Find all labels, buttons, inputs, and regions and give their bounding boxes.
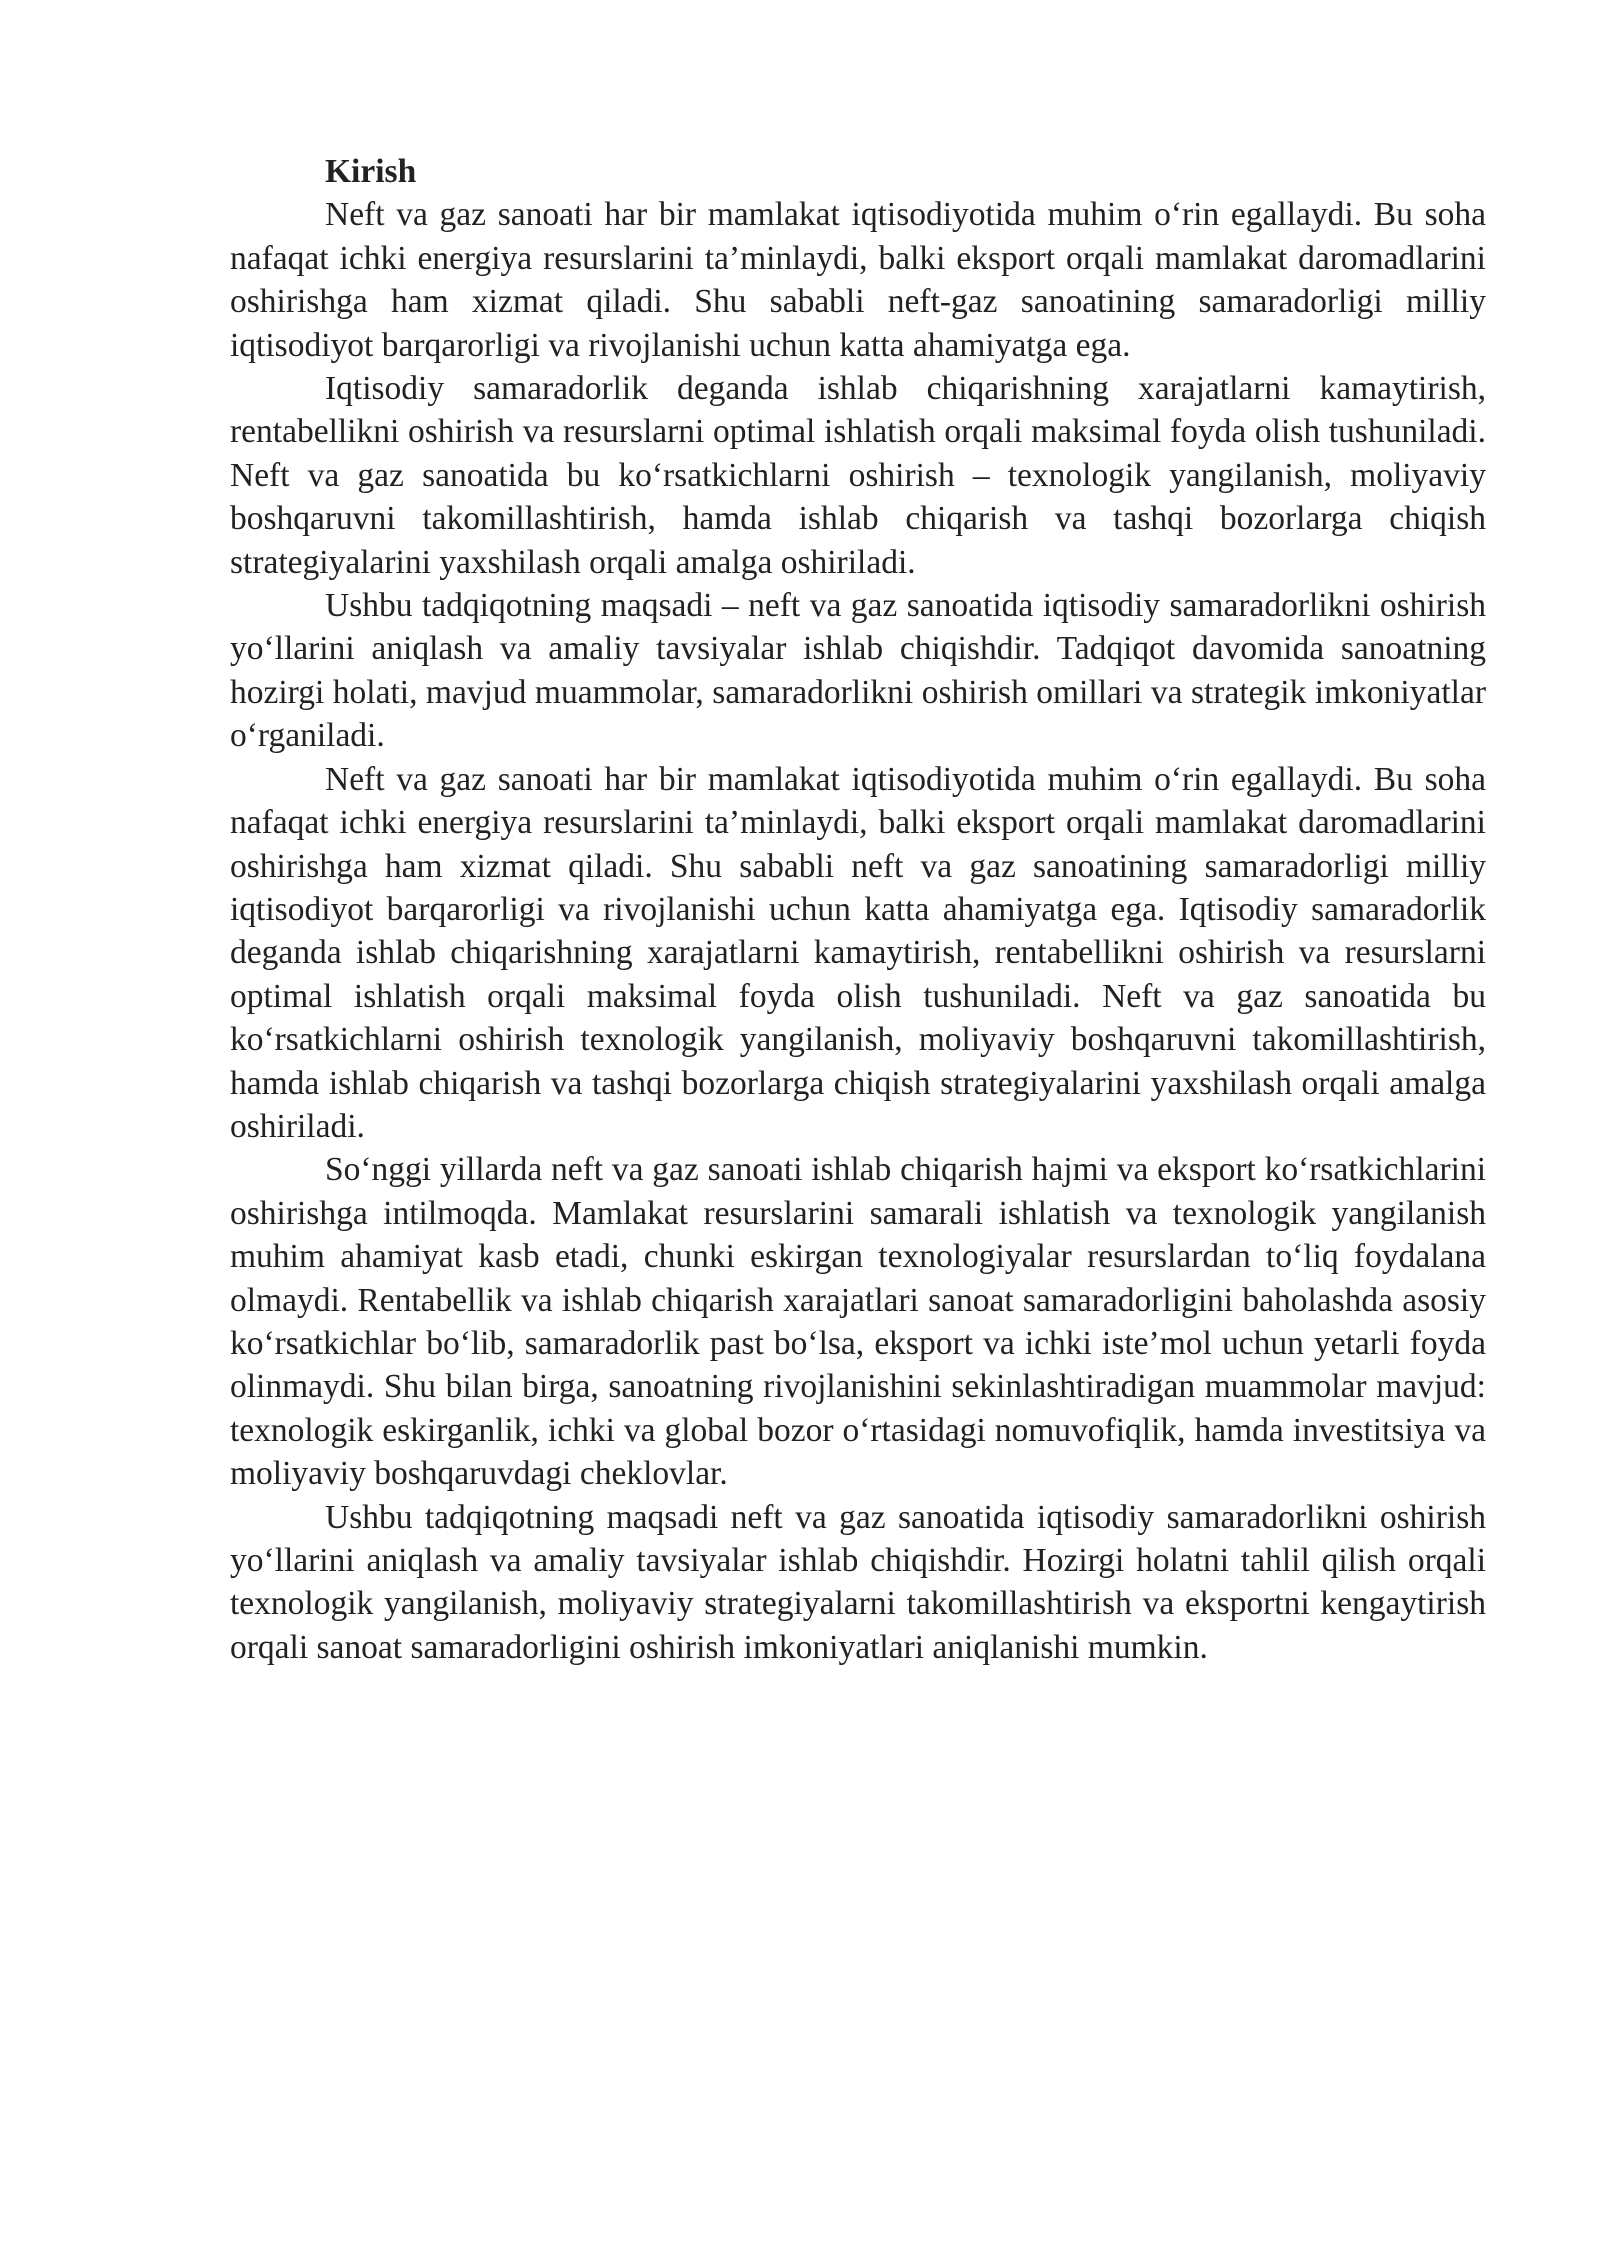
paragraph-1: Neft va gaz sanoati har bir mamlakat iqtisodiyotida muhim o‘rin egallaydi. Bu soha nafaqat ichki energiya resurslarini ta’minlaydi, balki eksport orqali mamlakat daromadlarini oshirishga ham xizmat qiladi. Shu sababli neft-gaz sanoatining samaradorligi milliy iqtisodiyot barqarorligi va rivojlanishi uchun katta ahamiyatga ega. bbox=[230, 196, 1486, 364]
section-heading: Kirish bbox=[325, 153, 417, 190]
paragraph-2: Iqtisodiy samaradorlik deganda ishlab chiqarishning xarajatlarni kamaytirish, rentabellikni oshirish va resurslarni optimal ishlatish orqali maksimal foyda olish tushuniladi. Neft va gaz sanoatida bu ko‘rsatkichlarni oshirish – texnologik yangilanish, moliyaviy boshqaruvni takomillashtirish, hamda ishlab chiqarish va tashqi bozorlarga chiqish strategiyalarini yaxshilash orqali amalga oshiriladi. bbox=[230, 370, 1486, 581]
paragraph-3: Ushbu tadqiqotning maqsadi – neft va gaz sanoatida iqtisodiy samaradorlikni oshirish yo‘llarini aniqlash va amaliy tavsiyalar ishlab chiqishdir. Tadqiqot davomida sanoatning hozirgi holati, mavjud muammolar, samaradorlikni oshirish omillari va strategik imkoniyatlar o‘rganiladi. bbox=[230, 587, 1486, 755]
paragraph-6: Ushbu tadqiqotning maqsadi neft va gaz sanoatida iqtisodiy samaradorlikni oshirish yo‘llarini aniqlash va amaliy tavsiyalar ishlab chiqishdir. Hozirgi holatni tahlil qilish orqali texnologik yangilanish, moliyaviy strategiyalarni takomillashtirish va eksportni kengaytirish orqali sanoat samaradorligini oshirish imkoniyatlari aniqlanishi mumkin. bbox=[230, 1498, 1486, 1666]
paragraph-4: Neft va gaz sanoati har bir mamlakat iqtisodiyotida muhim o‘rin egallaydi. Bu soha nafaqat ichki energiya resurslarini ta’minlaydi, balki eksport orqali mamlakat daromadlarini oshirishga ham xizmat qiladi. Shu sababli neft va gaz sanoatining samaradorligi milliy iqtisodiyot barqarorligi va rivojlanishi uchun katta ahamiyatga ega. Iqtisodiy samaradorlik deganda ishlab chiqarishning xarajatlarni kamaytirish, rentabellikni oshirish va resurslarni optimal ishlatish orqali maksimal foyda olish tushuniladi. Neft va gaz sanoatida bu ko‘rsatkichlarni oshirish texnologik yangilanish, moliyaviy boshqaruvni takomillashtirish, hamda ishlab chiqarish va tashqi bozorlarga chiqish strategiyalarini yaxshilash orqali amalga oshiriladi. bbox=[230, 760, 1486, 1145]
document-body bbox=[230, 150, 1486, 1669]
paragraph-5: So‘nggi yillarda neft va gaz sanoati ishlab chiqarish hajmi va eksport ko‘rsatkichlarini oshirishga intilmoqda. Mamlakat resurslarini samarali ishlatish va texnologik yangilanish muhim ahamiyat kasb etadi, chunki eskirgan texnologiyalar resurslardan to‘liq foydalana olmaydi. Rentabellik va ishlab chiqarish xarajatlari sanoat samaradorligini baholashda asosiy ko‘rsatkichlar bo‘lib, samaradorlik past bo‘lsa, eksport va ichki iste’mol uchun yetarli foyda olinmaydi. Shu bilan birga, sanoatning rivojlanishini sekinlashtiradigan muammolar mavjud: texnologik eskirganlik, ichki va global bozor o‘rtasidagi nomuvofiqlik, hamda investitsiya va moliyaviy boshqaruvdagi cheklovlar. bbox=[230, 1151, 1486, 1493]
